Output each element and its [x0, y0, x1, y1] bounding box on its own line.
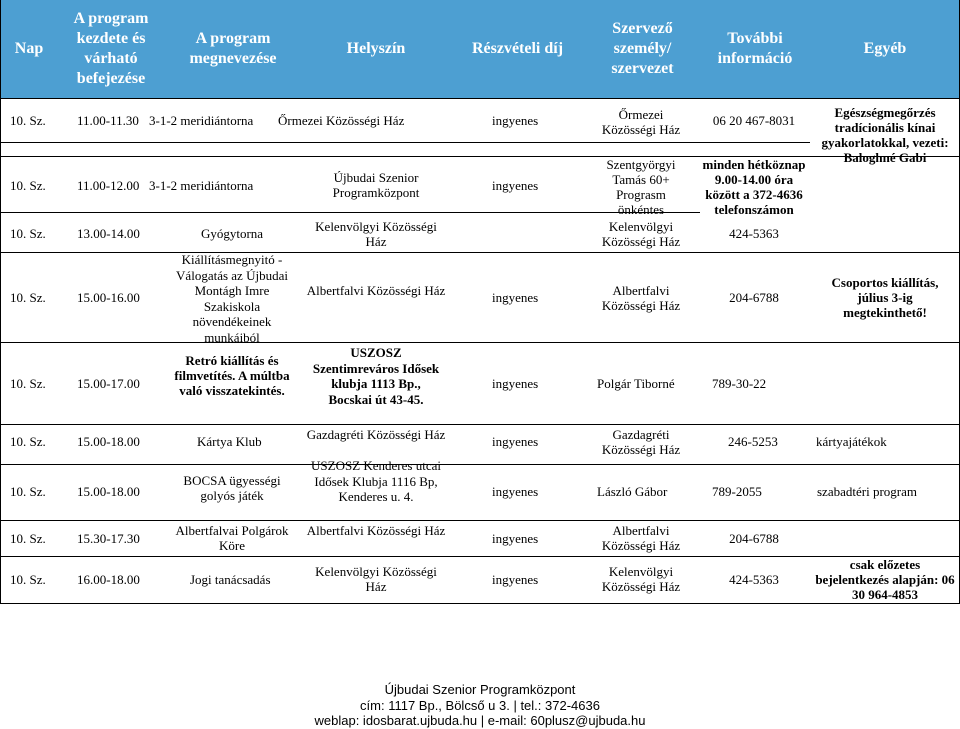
row-time: 11.00-12.00	[77, 178, 140, 193]
header-nap: Nap	[14, 40, 44, 57]
row-organizer: László Gábor	[597, 484, 668, 499]
row-info: minden hétköznap 9.00-14.00 óra között a 372-4636 telefonszámon	[702, 157, 806, 217]
row-day: 10. Sz.	[10, 434, 46, 449]
row-location: Albertfalvi Közösségi Ház	[306, 283, 446, 298]
row-other: kártyajátékok	[816, 434, 887, 449]
footer-web-email: weblap: idosbarat.ujbuda.hu | e-mail: 60plusz@ujbuda.hu	[314, 713, 646, 728]
row-program: Gyógytorna	[200, 226, 264, 241]
row-time: 15.00-18.00	[77, 434, 140, 449]
header-egyeb: Egyéb	[863, 40, 907, 57]
row-other: Egészségmegőrzés tradícionális kínai gyakorlatokkal, vezeti: Baloghné Gabi	[821, 105, 949, 165]
header-helyszin: Helyszín	[346, 40, 406, 57]
row-location: Őrmezei Közösségi Ház	[278, 113, 405, 128]
row-organizer: Szentgyörgyi Tamás 60+ Prograsm önkéntes	[606, 157, 676, 217]
header-tovabbi: További információ	[717, 30, 793, 67]
row-location: Kelenvölgyi Közösségi Ház	[315, 564, 437, 594]
row-info: 789-30-22	[712, 376, 767, 391]
row-time: 11.00-11.30	[77, 113, 139, 128]
footer-address: cím: 1117 Bp., Bölcső u 3. | tel.: 372-4636	[360, 698, 600, 713]
row-organizer: Albertfalvi Közösségi Ház	[601, 283, 681, 313]
row-organizer: Polgár Tiborné	[597, 376, 675, 391]
row-program: Retró kiállítás és filmvetítés. A múltba való visszatekintés.	[174, 353, 290, 398]
row-day: 10. Sz.	[10, 376, 46, 391]
row-other: csak előzetes bejelentkezés alapján: 06 30 964-4853	[815, 557, 955, 602]
row-info: 424-5363	[729, 226, 779, 241]
row-organizer: Kelenvölgyi Közösségi Ház	[601, 219, 681, 249]
header-megnevezese: A program megnevezése	[189, 30, 277, 67]
row-time: 16.00-18.00	[77, 572, 140, 587]
row-program: 3-1-2 meridiántorna	[149, 178, 254, 193]
row-program: Albertfalvai Polgárok Köre	[175, 523, 289, 553]
table-header	[0, 0, 960, 98]
row-fee: ingyenes	[492, 376, 539, 391]
row-program: BOCSA ügyességi golyós játék	[183, 473, 281, 503]
row-day: 10. Sz.	[10, 484, 46, 499]
header-kezdete: A program kezdete és várható befejezése	[73, 10, 149, 87]
row-time: 15.00-16.00	[77, 290, 140, 305]
row-fee: ingyenes	[492, 178, 539, 193]
row-day: 10. Sz.	[10, 531, 46, 546]
row-time: 13.00-14.00	[77, 226, 140, 241]
row-location: Albertfalvi Közösségi Ház	[306, 523, 446, 538]
row-info: 06 20 467-8031	[712, 113, 796, 128]
row-info: 204-6788	[729, 290, 779, 305]
row-day: 10. Sz.	[10, 290, 46, 305]
row-program: 3-1-2 meridiántorna	[149, 113, 254, 128]
row-info: 204-6788	[729, 531, 779, 546]
row-program: Kártya Klub	[197, 434, 262, 449]
row-other: szabadtéri program	[817, 484, 917, 499]
row-fee: ingyenes	[492, 572, 539, 587]
row-info: 246-5253	[728, 434, 778, 449]
row-day: 10. Sz.	[10, 113, 46, 128]
row-day: 10. Sz.	[10, 178, 46, 193]
row-fee: ingyenes	[492, 531, 539, 546]
row-program: Kiállításmegnyitó - Válogatás az Újbudai Montágh Imre Szakiskola növendékeinek munkáiból	[176, 252, 288, 345]
row-organizer: Albertfalvi Közösségi Ház	[601, 523, 681, 553]
row-location: Kelenvölgyi Közösségi Ház	[315, 219, 437, 249]
row-program: Jogi tanácsadás	[190, 572, 271, 587]
row-time: 15.30-17.30	[77, 531, 140, 546]
row-other: Csoportos kiállítás, július 3-ig megtekinthető!	[831, 275, 939, 320]
row-fee: ingyenes	[492, 484, 539, 499]
row-fee: ingyenes	[492, 434, 539, 449]
footer-org-name: Újbudai Szenior Programközpont	[384, 682, 576, 697]
row-organizer: Kelenvölgyi Közösségi Ház	[601, 564, 681, 594]
row-fee: ingyenes	[492, 290, 539, 305]
row-location: Gazdagréti Közösségi Ház	[306, 427, 446, 442]
row-time: 15.00-18.00	[77, 484, 140, 499]
row-location: Újbudai Szenior Programközpont	[332, 170, 420, 200]
row-organizer: Őrmezei Közösségi Ház	[601, 107, 681, 137]
row-organizer: Gazdagréti Közösségi Ház	[601, 427, 681, 457]
row-time: 15.00-17.00	[77, 376, 140, 391]
row-info: 424-5363	[729, 572, 779, 587]
row-location: USZOSZ Szentimreváros Idősek klubja 1113 Bp., Bocskai út 43-45.	[312, 345, 440, 407]
row-day: 10. Sz.	[10, 572, 46, 587]
row-info: 789-2055	[712, 484, 762, 499]
row-location: USZOSZ Kenderes utcai Idősek Klubja 1116 Bp, Kenderes u. 4.	[311, 458, 441, 504]
header-dij: Részvételi díj	[471, 40, 564, 57]
header-szervezo: Szervező személy/ szervezet	[611, 20, 674, 77]
row-day: 10. Sz.	[10, 226, 46, 241]
row-fee: ingyenes	[492, 113, 539, 128]
